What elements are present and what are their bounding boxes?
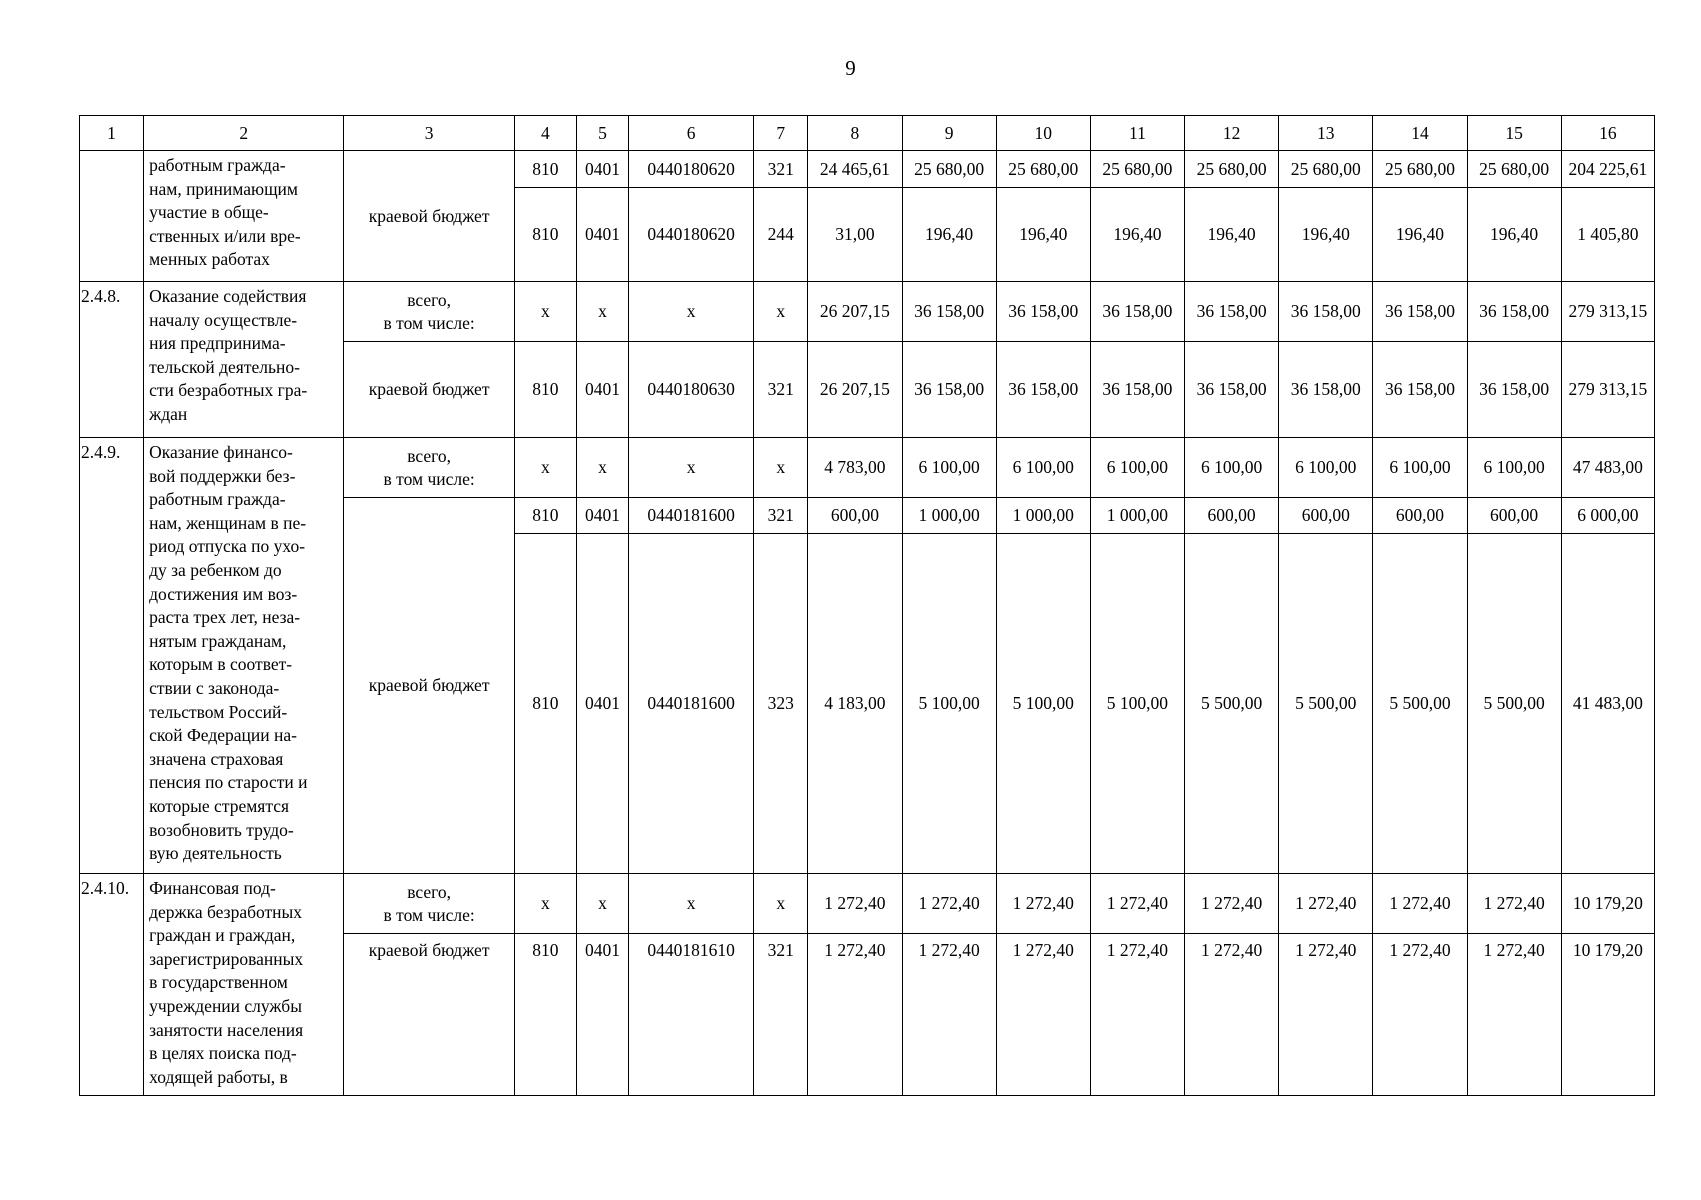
cell-col8: 24 465,61 — [808, 151, 902, 188]
cell-col4: 810 — [514, 498, 576, 534]
description-line: в целях поиска под- — [149, 1043, 297, 1064]
cell-col11: 25 680,00 — [1090, 151, 1184, 188]
description-line: риод отпуска по ухо- — [149, 536, 306, 557]
cell-col10: 36 158,00 — [996, 342, 1090, 438]
total-label-line: всего, — [407, 881, 452, 902]
cell-col15: 196,40 — [1467, 188, 1561, 282]
description-line: занятости населения — [149, 1019, 304, 1040]
total-label — [344, 282, 514, 342]
header-cell: 15 — [1467, 116, 1561, 151]
cell-col6: 0440180620 — [629, 188, 754, 282]
cell-col13: 600,00 — [1279, 498, 1373, 534]
cell-col10: 5 100,00 — [996, 534, 1090, 874]
cell-col11: 1 272,40 — [1090, 874, 1184, 934]
cell-col8: 26 207,15 — [808, 282, 902, 342]
cell-col16: 41 483,00 — [1561, 534, 1654, 874]
cell-col8: 4 183,00 — [808, 534, 902, 874]
cell-col14: 6 100,00 — [1373, 438, 1467, 498]
description-line: ждан — [149, 403, 188, 424]
header-cell: 14 — [1373, 116, 1467, 151]
cell-col4: 810 — [514, 534, 576, 874]
item-description — [144, 282, 344, 438]
cell-col10: 1 272,40 — [996, 874, 1090, 934]
cell-col9: 36 158,00 — [902, 282, 996, 342]
cell-col11: 6 100,00 — [1090, 438, 1184, 498]
cell-col10: 36 158,00 — [996, 282, 1090, 342]
header-cell: 8 — [808, 116, 902, 151]
cell-col15: 36 158,00 — [1467, 282, 1561, 342]
description-line: ствии с законода- — [149, 677, 280, 698]
cell-col5: 0401 — [576, 151, 628, 188]
cell-col7: 321 — [754, 151, 808, 188]
table-row — [80, 151, 1655, 188]
cell-col6: 0440180630 — [629, 342, 754, 438]
cell-col14: 1 272,40 — [1373, 874, 1467, 934]
cell-col13: 36 158,00 — [1279, 342, 1373, 438]
description-line: значена страховая — [149, 748, 284, 769]
description-line: нам, принимающим — [149, 178, 298, 199]
header-cell: 1 — [80, 116, 144, 151]
cell-col10: 1 000,00 — [996, 498, 1090, 534]
description-line: сти безработных гра- — [149, 380, 308, 401]
cell-col12: 36 158,00 — [1185, 342, 1279, 438]
cell-col6: x — [629, 282, 754, 342]
header-cell: 7 — [754, 116, 808, 151]
cell-col7: 244 — [754, 188, 808, 282]
cell-col12: 1 272,40 — [1185, 934, 1279, 1096]
cell-col8: 1 272,40 — [808, 934, 902, 1096]
cell-col6: x — [629, 874, 754, 934]
cell-col4: x — [514, 282, 576, 342]
cell-col4: x — [514, 874, 576, 934]
description-line: вой поддержки без- — [149, 465, 296, 486]
description-line: участие в обще- — [149, 202, 269, 223]
cell-col7: 321 — [754, 498, 808, 534]
total-label-line: всего, — [407, 289, 452, 310]
cell-col6: 0440181610 — [629, 934, 754, 1096]
header-cell: 5 — [576, 116, 628, 151]
cell-col5: 0401 — [576, 498, 628, 534]
cell-col15: 25 680,00 — [1467, 151, 1561, 188]
table-row — [80, 438, 1655, 498]
item-description — [144, 438, 344, 874]
cell-col9: 1 272,40 — [902, 874, 996, 934]
header-row — [80, 116, 1655, 151]
description-line: достижения им воз- — [149, 583, 298, 604]
description-line: ходящей работы, в — [149, 1066, 288, 1087]
cell-col14: 36 158,00 — [1373, 282, 1467, 342]
cell-col16: 279 313,15 — [1561, 282, 1654, 342]
cell-col13: 6 100,00 — [1279, 438, 1373, 498]
cell-col6: 0440180620 — [629, 151, 754, 188]
cell-col12: 6 100,00 — [1185, 438, 1279, 498]
cell-col13: 25 680,00 — [1279, 151, 1373, 188]
cell-col5: 0401 — [576, 934, 628, 1096]
cell-col7: x — [754, 438, 808, 498]
cell-col7: 321 — [754, 342, 808, 438]
cell-col12: 600,00 — [1185, 498, 1279, 534]
description-line: раста трех лет, неза- — [149, 607, 301, 628]
cell-col5: x — [576, 438, 628, 498]
cell-col16: 1 405,80 — [1561, 188, 1654, 282]
cell-col13: 1 272,40 — [1279, 934, 1373, 1096]
cell-col8: 26 207,15 — [808, 342, 902, 438]
cell-col5: 0401 — [576, 534, 628, 874]
description-line: работным гражда- — [149, 155, 286, 175]
cell-col14: 25 680,00 — [1373, 151, 1467, 188]
description-line: граждан и граждан, — [149, 925, 296, 946]
page-number: 9 — [845, 56, 856, 80]
description-line: Финансовая под- — [149, 878, 276, 898]
description-line: менных работах — [149, 249, 270, 270]
cell-col12: 5 500,00 — [1185, 534, 1279, 874]
cell-col12: 36 158,00 — [1185, 282, 1279, 342]
cell-col9: 25 680,00 — [902, 151, 996, 188]
description-line: которые стремятся — [149, 795, 290, 816]
description-line: тельством Россий- — [149, 701, 288, 722]
description-line: нам, женщинам в пе- — [149, 512, 307, 533]
cell-col8: 4 783,00 — [808, 438, 902, 498]
cell-col11: 1 272,40 — [1090, 934, 1184, 1096]
cell-col7: x — [754, 282, 808, 342]
total-label-line: в том числе: — [383, 312, 475, 333]
cell-col7: x — [754, 874, 808, 934]
description-line: возобновить трудо- — [149, 819, 294, 840]
cell-col13: 5 500,00 — [1279, 534, 1373, 874]
funding-source: краевой бюджет — [344, 934, 514, 1096]
cell-col9: 36 158,00 — [902, 342, 996, 438]
description-line: Оказание финансо- — [149, 442, 293, 462]
cell-col10: 6 100,00 — [996, 438, 1090, 498]
total-label — [344, 438, 514, 498]
description-line: тельской деятельно- — [149, 356, 300, 377]
cell-col7: 323 — [754, 534, 808, 874]
total-label — [344, 874, 514, 934]
item-description — [144, 874, 344, 1096]
cell-col13: 196,40 — [1279, 188, 1373, 282]
cell-col10: 1 272,40 — [996, 934, 1090, 1096]
cell-col16: 6 000,00 — [1561, 498, 1654, 534]
cell-col11: 1 000,00 — [1090, 498, 1184, 534]
cell-col9: 1 000,00 — [902, 498, 996, 534]
item-number: 2.4.10. — [80, 874, 144, 1096]
header-cell: 10 — [996, 116, 1090, 151]
funding-source: краевой бюджет — [344, 342, 514, 438]
header-cell: 16 — [1561, 116, 1654, 151]
cell-col12: 196,40 — [1185, 188, 1279, 282]
cell-col9: 5 100,00 — [902, 534, 996, 874]
description-line: ния предпринима- — [149, 333, 286, 354]
cell-col11: 5 100,00 — [1090, 534, 1184, 874]
cell-col15: 600,00 — [1467, 498, 1561, 534]
cell-col12: 25 680,00 — [1185, 151, 1279, 188]
description-line: учреждении службы — [149, 995, 302, 1016]
item-number-cell — [80, 151, 144, 282]
description-line: ской Федерации на- — [149, 725, 297, 746]
description-line: нятым гражданам, — [149, 630, 287, 651]
cell-col8: 600,00 — [808, 498, 902, 534]
description-line: вую деятельность — [149, 843, 282, 864]
cell-col11: 196,40 — [1090, 188, 1184, 282]
total-label-line: в том числе: — [383, 468, 475, 489]
cell-col9: 1 272,40 — [902, 934, 996, 1096]
cell-col13: 36 158,00 — [1279, 282, 1373, 342]
cell-col15: 36 158,00 — [1467, 342, 1561, 438]
description-line: началу осуществле- — [149, 309, 298, 330]
cell-col16: 204 225,61 — [1561, 151, 1654, 188]
cell-col15: 6 100,00 — [1467, 438, 1561, 498]
cell-col14: 5 500,00 — [1373, 534, 1467, 874]
header-cell: 6 — [629, 116, 754, 151]
cell-col16: 10 179,20 — [1561, 934, 1654, 1096]
cell-col4: 810 — [514, 342, 576, 438]
cell-col6: 0440181600 — [629, 498, 754, 534]
description-line: работным гражда- — [149, 489, 286, 510]
funding-source: краевой бюджет — [344, 151, 514, 282]
description-line: Оказание содействия — [149, 286, 307, 306]
cell-col13: 1 272,40 — [1279, 874, 1373, 934]
cell-col5: 0401 — [576, 188, 628, 282]
table-row — [80, 874, 1655, 934]
table-row — [80, 282, 1655, 342]
cell-col9: 196,40 — [902, 188, 996, 282]
header-cell: 9 — [902, 116, 996, 151]
cell-col15: 5 500,00 — [1467, 534, 1561, 874]
description-line: зарегистрированных — [149, 948, 304, 969]
cell-col15: 1 272,40 — [1467, 874, 1561, 934]
header-cell: 4 — [514, 116, 576, 151]
description-line: пенсия по старости и — [149, 772, 308, 793]
description-line: ду за ребенком до — [149, 559, 282, 580]
cell-col14: 1 272,40 — [1373, 934, 1467, 1096]
cell-col10: 196,40 — [996, 188, 1090, 282]
cell-col10: 25 680,00 — [996, 151, 1090, 188]
cell-col11: 36 158,00 — [1090, 282, 1184, 342]
header-cell: 2 — [144, 116, 344, 151]
description-line: ственных и/или вре- — [149, 225, 301, 246]
cell-col16: 47 483,00 — [1561, 438, 1654, 498]
funding-source: краевой бюджет — [344, 498, 514, 874]
description-line: которым в соответ- — [149, 654, 293, 675]
cell-col14: 196,40 — [1373, 188, 1467, 282]
cell-col12: 1 272,40 — [1185, 874, 1279, 934]
cell-col6: 0440181600 — [629, 534, 754, 874]
cell-col4: x — [514, 438, 576, 498]
cell-col4: 810 — [514, 934, 576, 1096]
cell-col5: 0401 — [576, 342, 628, 438]
budget-table — [79, 115, 1655, 1096]
cell-col4: 810 — [514, 151, 576, 188]
cell-col11: 36 158,00 — [1090, 342, 1184, 438]
header-cell: 11 — [1090, 116, 1184, 151]
cell-col7: 321 — [754, 934, 808, 1096]
header-cell: 12 — [1185, 116, 1279, 151]
cell-col8: 1 272,40 — [808, 874, 902, 934]
cell-col5: x — [576, 874, 628, 934]
cell-col14: 36 158,00 — [1373, 342, 1467, 438]
item-description — [144, 151, 344, 282]
cell-col4: 810 — [514, 188, 576, 282]
cell-col14: 600,00 — [1373, 498, 1467, 534]
cell-col6: x — [629, 438, 754, 498]
total-label-line: всего, — [407, 445, 452, 466]
total-label-line: в том числе: — [383, 904, 475, 925]
cell-col15: 1 272,40 — [1467, 934, 1561, 1096]
item-number: 2.4.9. — [80, 438, 144, 874]
header-cell: 13 — [1279, 116, 1373, 151]
cell-col9: 6 100,00 — [902, 438, 996, 498]
description-line: в государственном — [149, 972, 288, 993]
description-line: держка безработных — [149, 901, 303, 922]
cell-col16: 10 179,20 — [1561, 874, 1654, 934]
cell-col5: x — [576, 282, 628, 342]
header-cell: 3 — [344, 116, 514, 151]
cell-col16: 279 313,15 — [1561, 342, 1654, 438]
cell-col8: 31,00 — [808, 188, 902, 282]
item-number: 2.4.8. — [80, 282, 144, 438]
